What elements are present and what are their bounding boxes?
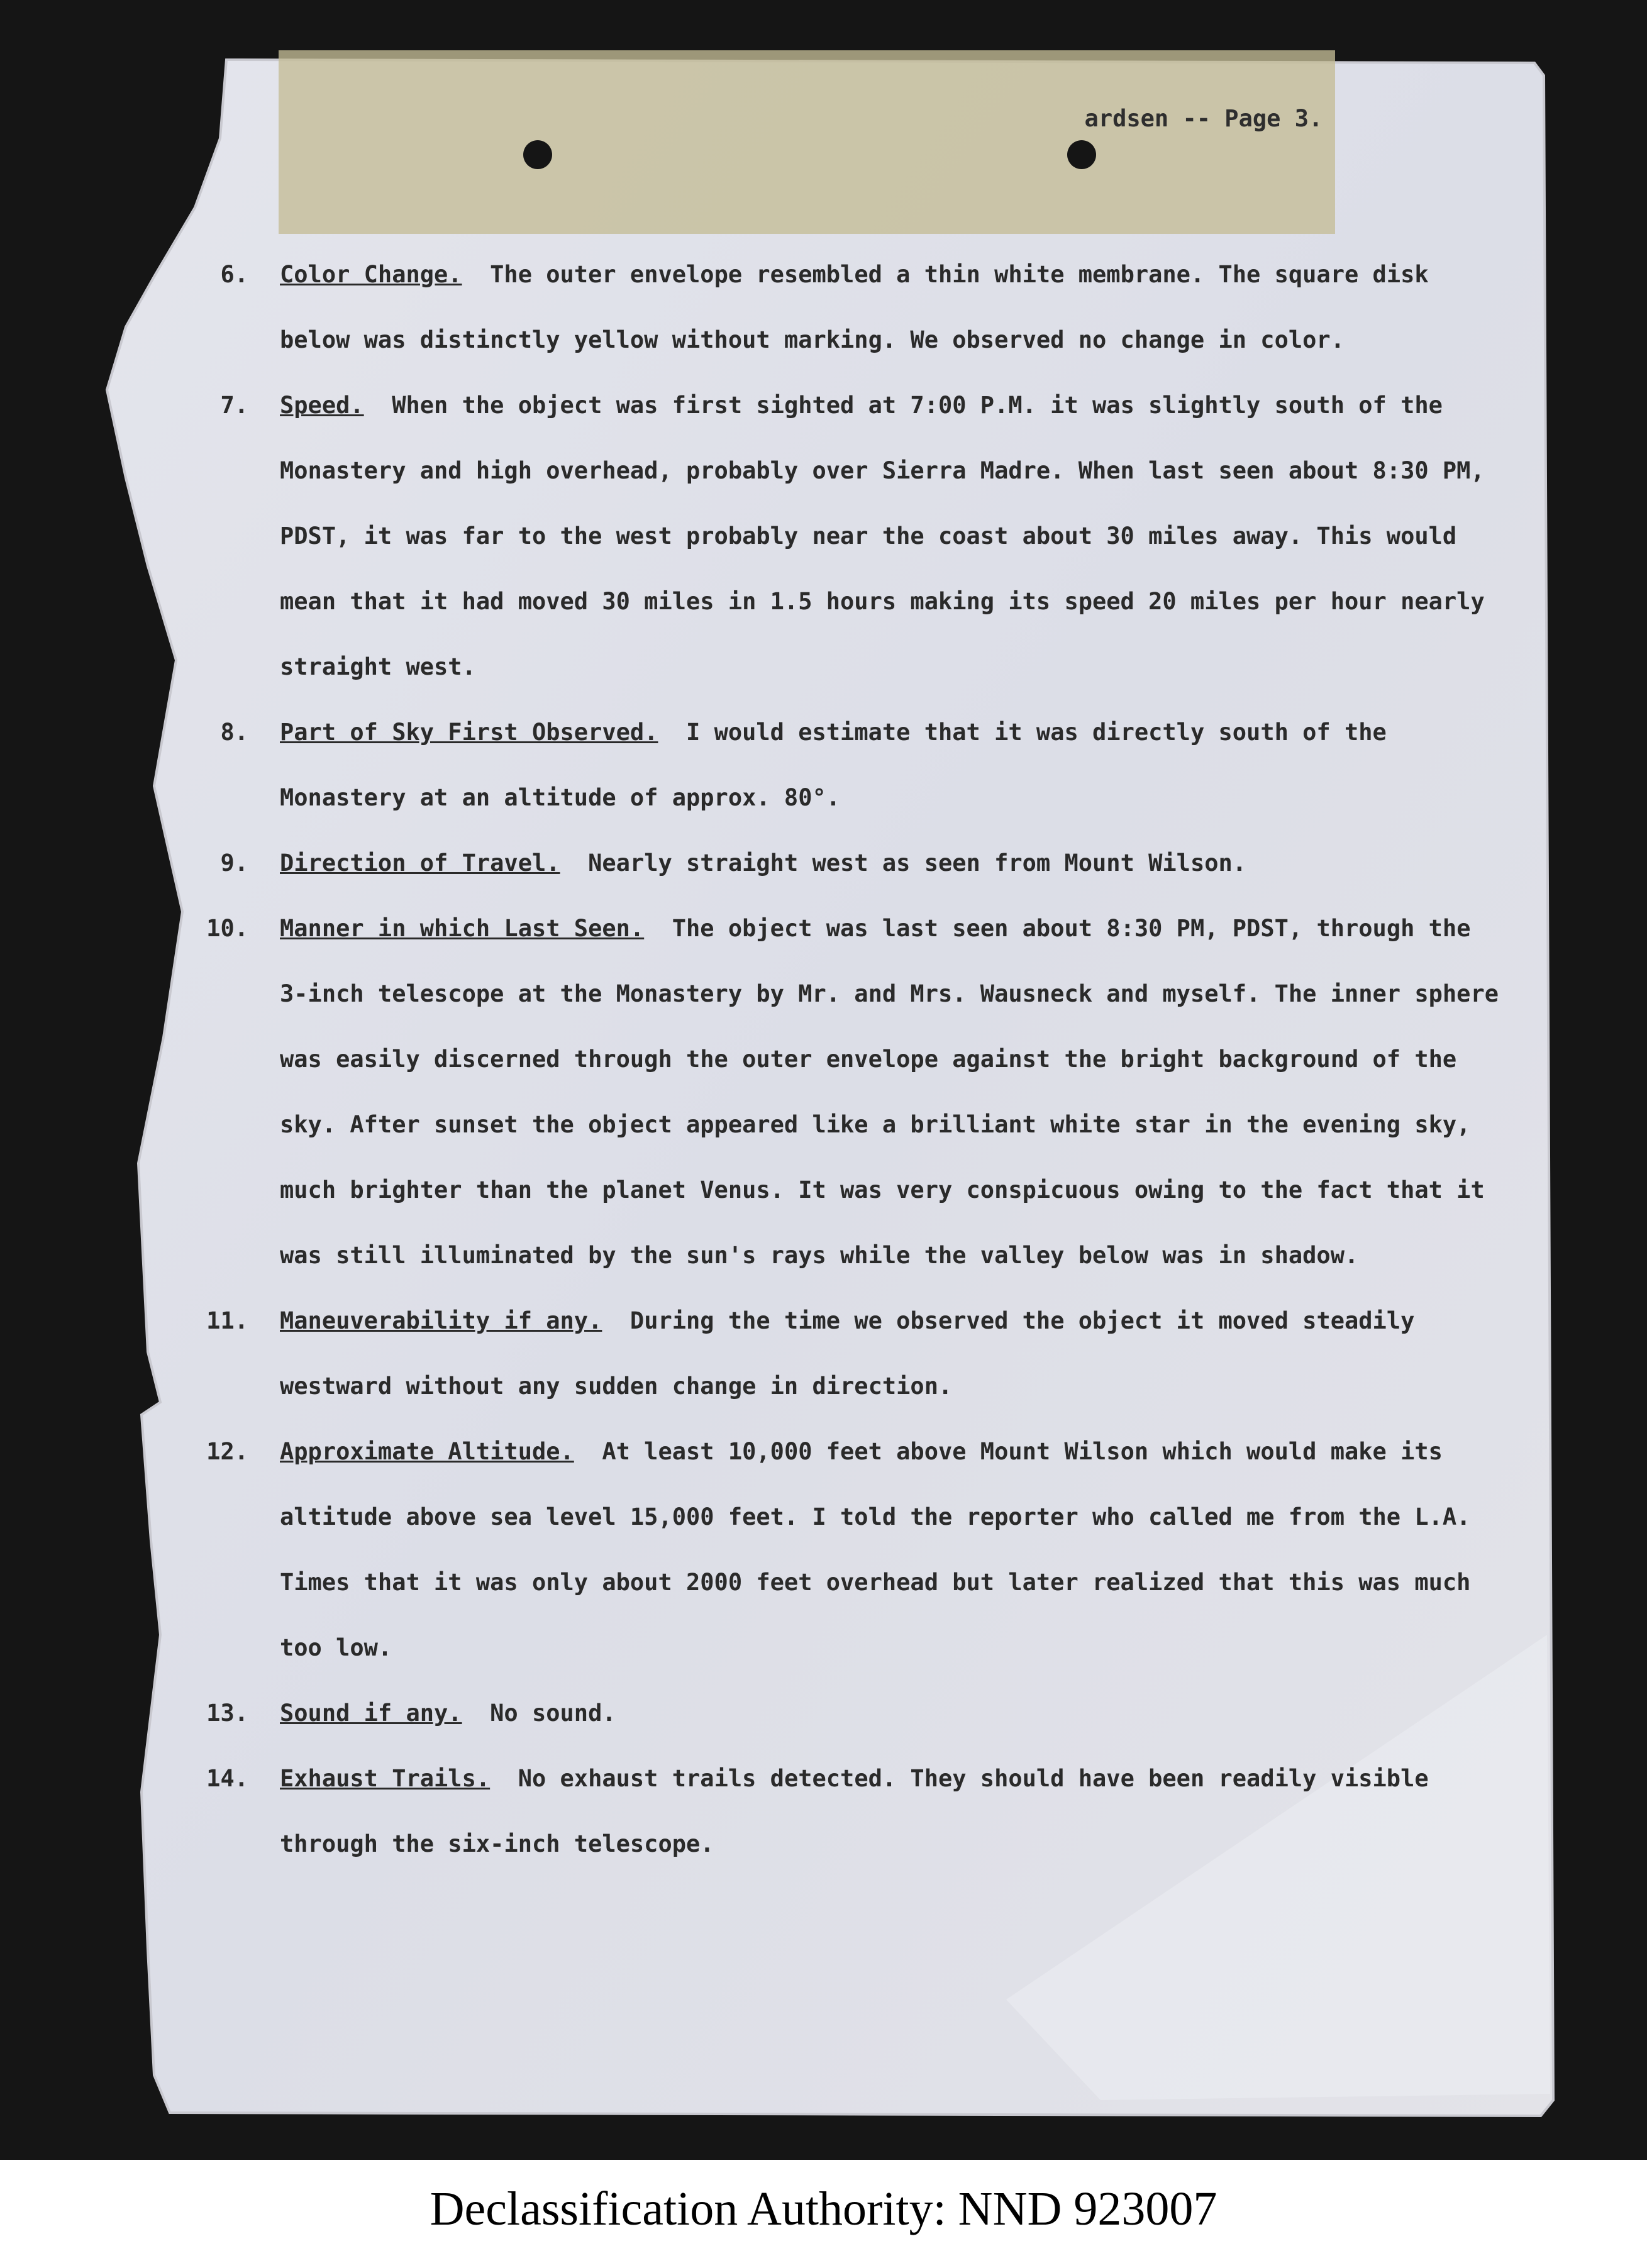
item-title: Maneuverability if any.	[280, 1307, 602, 1334]
list-item	[170, 1419, 1509, 1681]
item-title: Part of Sky First Observed.	[280, 719, 658, 746]
item-number: 6.	[220, 261, 248, 288]
list-item	[170, 831, 1509, 896]
item-number: 13.	[206, 1700, 248, 1727]
item-title: Speed.	[280, 392, 364, 419]
list-item	[170, 896, 1509, 1288]
item-number: 14.	[206, 1765, 248, 1792]
item-text: Nearly straight west as seen from Mount Wilson.	[588, 849, 1247, 877]
item-number: 12.	[206, 1438, 248, 1465]
punch-hole	[1067, 140, 1096, 169]
list-item	[170, 700, 1509, 831]
item-text: No sound.	[490, 1700, 616, 1727]
punch-hole	[523, 140, 552, 169]
item-text: During the time we observed the object it moved steadily westward without any sudden change in direction.	[280, 1307, 1415, 1400]
list-item	[170, 1746, 1509, 1877]
item-title: Direction of Travel.	[280, 849, 560, 877]
item-text: At least 10,000 feet above Mount Wilson which would make its altitude above sea level 15,000 feet. I told the reporter who called me from the L.A. Times that it was only about 2000 feet overhead but later realized that this was much too low.	[280, 1438, 1471, 1661]
item-text: No exhaust trails detected. They should have been readily visible through the six-inch telescope.	[280, 1765, 1429, 1857]
list-item	[170, 373, 1509, 700]
item-title: Approximate Altitude.	[280, 1438, 574, 1465]
item-number: 9.	[220, 849, 248, 877]
item-number: 8.	[220, 719, 248, 746]
list-item	[170, 242, 1509, 373]
document-body	[170, 242, 1509, 1877]
item-text: The outer envelope resembled a thin white membrane. The square disk below was distinctly yellow without marking. We observed no change in color.	[280, 261, 1429, 353]
item-title: Manner in which Last Seen.	[280, 915, 645, 942]
item-text: The object was last seen about 8:30 PM, PDST, through the 3-inch telescope at the Monastery by Mr. and Mrs. Wausneck and myself. The inner sphere was easily discerned through the outer envelope against the bright background of the sky. After sunset the object appeared like a brilliant white star in the evening sky, much brighter than the planet Venus. It was very conspicuous owing to the fact that it was still illuminated by the sun's rays while the valley below was in shadow.	[280, 915, 1499, 1269]
item-title: Exhaust Trails.	[280, 1765, 491, 1792]
page-header: ardsen -- Page 3.	[1056, 105, 1323, 132]
list-item	[170, 1288, 1509, 1419]
item-title: Color Change.	[280, 261, 462, 288]
list-item	[170, 1681, 1509, 1746]
item-text: I would estimate that it was directly south of the Monastery at an altitude of approx. 80°.	[280, 719, 1387, 811]
item-number: 11.	[206, 1307, 248, 1334]
item-number: 7.	[220, 392, 248, 419]
item-title: Sound if any.	[280, 1700, 462, 1727]
declassification-footer: Declassification Authority: NND 923007	[430, 2182, 1217, 2235]
item-text: When the object was first sighted at 7:00 P.M. it was slightly south of the Monastery and high overhead, probably over Sierra Madre. When last seen about 8:30 PM, PDST, it was far to the west probably near the coast about 30 miles away. This would mean that it had moved 30 miles in 1.5 hours making its speed 20 miles per hour nearly straight west.	[280, 392, 1485, 680]
adhesive-tape	[279, 50, 1335, 234]
item-number: 10.	[206, 915, 248, 942]
